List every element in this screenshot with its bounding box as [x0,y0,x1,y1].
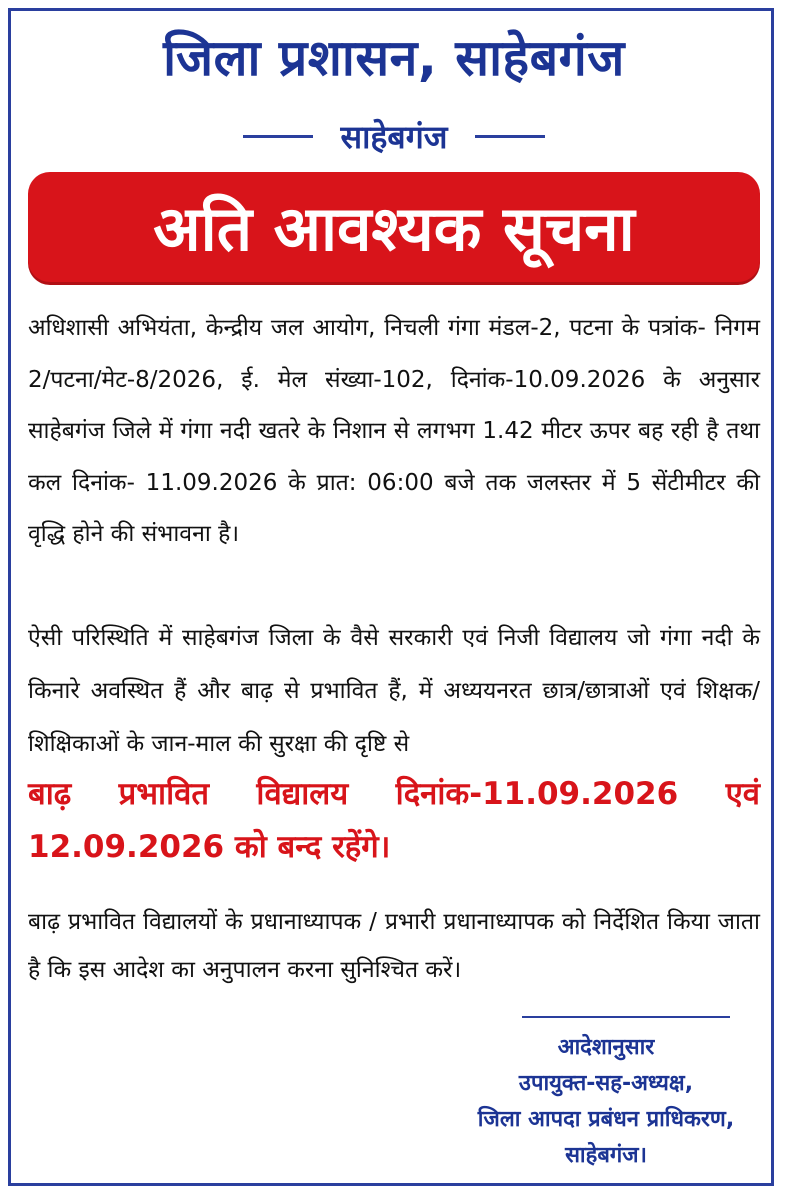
notice-paragraph-3: बाढ़ प्रभावित विद्यालयों के प्रधानाध्यापक / प्रभारी प्रधानाध्यापक को निर्देशित किया जाता है कि इस आदेश का अनुपालन करना सुनिश्चित करें। [28,909,760,983]
signature-block [440,1030,772,1174]
issuer-location: साहेबगंज [340,117,448,156]
closure-announcement: बाढ़ प्रभावित विद्यालय दिनांक-11.09.2026 एवं 12.09.2026 को बन्द रहेंगे। [28,776,760,865]
issuer-title: जिला प्रशासन, साहेबगंज [163,29,625,87]
signature-line-4: साहेबगंज। [565,1143,647,1168]
right-divider [475,135,545,138]
signature-line-2: उपायुक्त-सह-अध्यक्ष, [518,1071,694,1096]
banner-heading: अति आवश्यक सूचना [153,192,635,265]
notice-paragraph-2: ऐसी परिस्थिति में साहेबगंज जिला के वैसे सरकारी एवं निजी विद्यालय जो गंगा नदी के किनारे अवस्थित हैं और बाढ़ से प्रभावित हैं, में अध्ययनरत छात्र/छात्राओं एवं शिक्षक/शिक्षिकाओं के जान-माल की सुरक्षा की दृष्टि से [28,625,760,757]
subtitle-row [0,113,788,159]
notice-paragraph-1: अधिशासी अभियंता, केन्द्रीय जल आयोग, निचली गंगा मंडल-2, पटना के पत्रांक- निगम 2/पटना/मेट-8/2026, ई. मेल संख्या-102, दिनांक-10.09.2026 के अनुसार साहेबगंज जिले में गंगा नदी खतरे के निशान से लगभग 1.42 मीटर ऊपर बह रही है तथा कल दिनांक- 11.09.2026 के प्रात: 06:00 बजे तक जलस्तर में 5 सेंटीमीटर की वृद्धि होने की संभावना है। [28,315,760,547]
signature-line-3: जिला आपदा प्रबंधन प्राधिकरण, [477,1107,735,1132]
left-divider [243,135,313,138]
signature-line-1: आदेशानुसार [557,1035,655,1060]
signature-divider [522,1016,730,1018]
urgent-notice-banner [28,172,760,282]
